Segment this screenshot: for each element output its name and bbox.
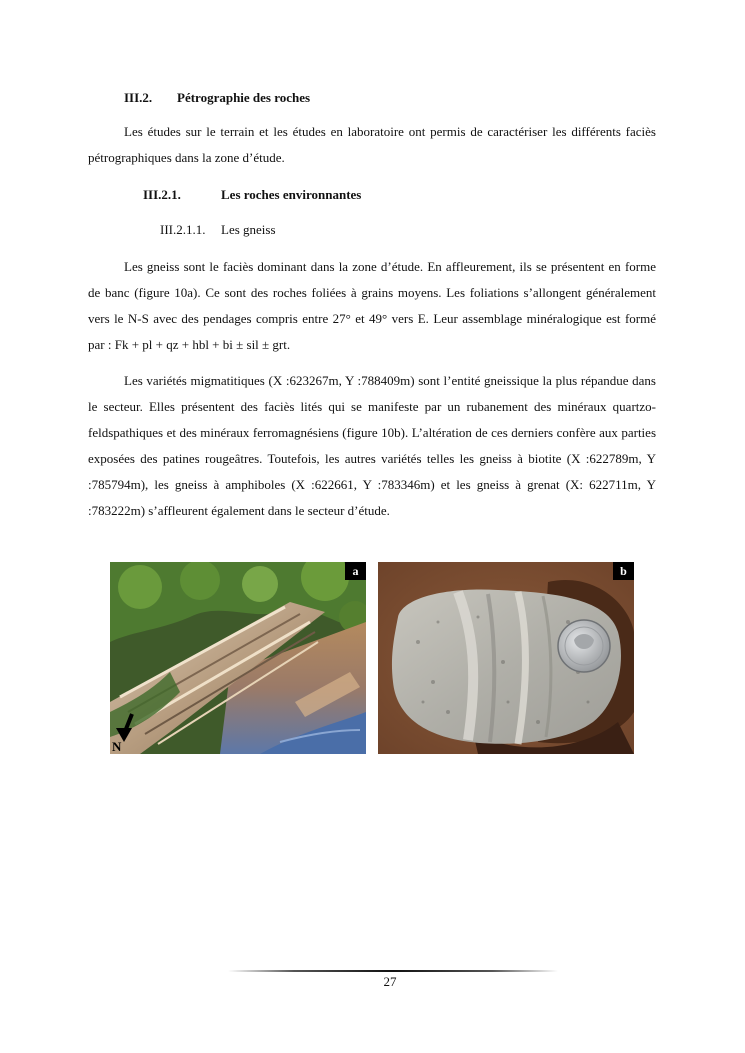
paragraph-migmatite: Les variétés migmatitiques (X :623267m, Y :788409m) sont l’entité gneissique la plus répandue dans le secteur. Elles présentent des faciès lités qui se manifeste par un rubanement des minéraux quartzo-feldspathiques et des minéraux ferromagnésiens (figure 10b). L’altération de ces derniers confère aux parties exposées des patines rougeâtres. Toutefois, les autres variétés telles les gneiss à biotite (X :622789m, Y :785794m), les gneiss à amphiboles (X :622661, Y :783346m) et les gneiss à grenat (X: 622711m, Y :783222m) s’affleurent également dans le secteur d’étude. xyxy=(88,373,656,518)
subsection-title: Les roches environnantes xyxy=(221,187,362,202)
panel-a-label: a xyxy=(345,562,366,580)
page-number: 27 xyxy=(383,974,397,989)
subsubsection-title: Les gneiss xyxy=(221,222,276,237)
section-heading xyxy=(124,90,311,106)
figure-panel-b xyxy=(378,562,634,754)
figure-panel-a xyxy=(110,562,366,754)
panel-b-label: b xyxy=(613,562,634,580)
subsubsection-number: III.2.1.1. xyxy=(160,222,206,237)
section-number: III.2. xyxy=(124,90,153,105)
section-title: Pétrographie des roches xyxy=(177,90,311,105)
subsubsection-heading xyxy=(160,222,276,238)
subsection-heading xyxy=(143,187,362,203)
outcrop-photo xyxy=(110,562,366,754)
hand-sample-photo xyxy=(378,562,634,754)
paragraph-gneiss: Les gneiss sont le faciès dominant dans la zone d’étude. En affleurement, ils se présentent en forme de banc (figure 10a). Ce sont des roches foliées à grains moyens. Les foliations s’allongent généralement vers le N-S avec des pendages compris entre 27° et 49° vers E. Leur assemblage minéralogique est formé par : Fk + pl + qz + hbl + bi ± sil ± grt. xyxy=(88,259,656,352)
subsection-number: III.2.1. xyxy=(143,187,181,202)
intro-paragraph: Les études sur le terrain et les études en laboratoire ont permis de caractériser les différents faciès pétrographiques dans la zone d’étude. xyxy=(88,124,656,165)
footer-rule xyxy=(228,970,558,972)
north-arrow-label: N xyxy=(112,739,122,754)
